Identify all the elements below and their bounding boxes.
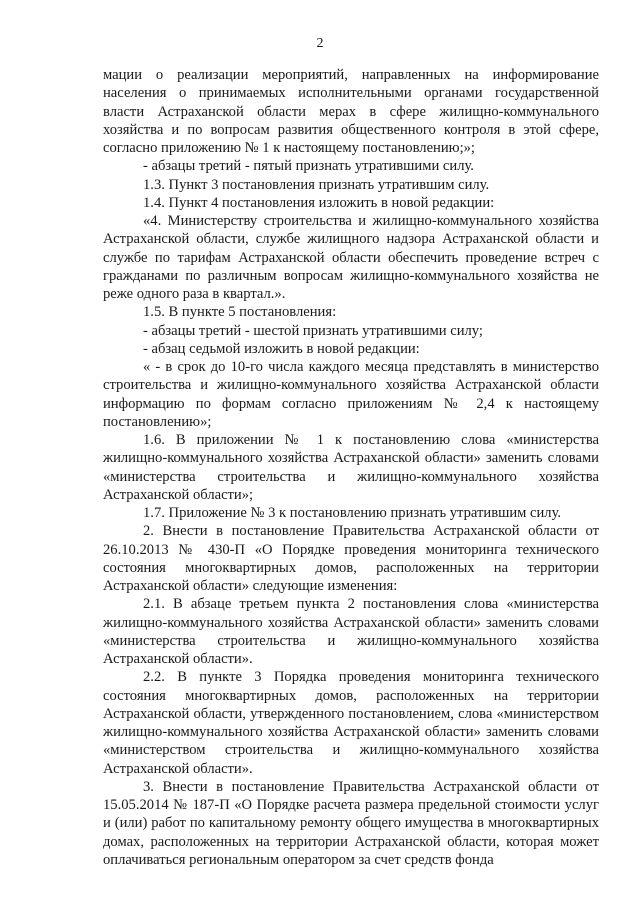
document-body bbox=[103, 66, 599, 869]
paragraph-1-4-quote: «4. Министерству строительства и жилищно-коммунального хозяйства Астраханской области, службе жилищного надзора Астраханской области и службе по тарифам Астраханской области обеспечить проведение встреч с гражданами по различным вопросам жилищно-коммунального хозяйства не реже одного раза в квартал.». bbox=[103, 213, 599, 302]
paragraph-1-2-clause: - абзацы третий - пятый признать утратившими силу. bbox=[143, 158, 474, 175]
paragraph-1-5: 1.5. В пункте 5 постановления: bbox=[143, 304, 337, 321]
paragraph-2-1: 2.1. В абзаце третьем пункта 2 постановления слова «министерства жилищно-коммунального хозяйства Астраханской области» заменить словами «министерства строительства и жилищно-коммунального хозяйства Астраханской области». bbox=[103, 596, 599, 667]
paragraph-1-7: 1.7. Приложение № 3 к постановлению признать утратившим силу. bbox=[143, 505, 562, 521]
paragraph-2-2: 2.2. В пункте 3 Порядка проведения мониторинга технического состояния многоквартирных домов, расположенных на территории Астраханской области, утвержденного постановлением, слова «министерством жилищно-коммунального хозяйства Астраханской области» заменить словами «министерством строительства и жилищно-коммунального хозяйства Астраханской области». bbox=[103, 669, 599, 777]
paragraph-1-5-clause-b: - абзац седьмой изложить в новой редакции: bbox=[143, 340, 420, 357]
paragraph-1-5-clause-a: - абзацы третий - шестой признать утратившими силу; bbox=[143, 322, 483, 339]
paragraph-1-3: 1.3. Пункт 3 постановления признать утратившим силу. bbox=[143, 176, 490, 193]
paragraph-1-6: 1.6. В приложении № 1 к постановлению слова «министерства жилищно-коммунального хозяйства Астраханской области» заменить словами «министерства строительства и жилищно-коммунального хозяйства Астраханской области»; bbox=[103, 432, 599, 503]
paragraph-1-5-quote: « - в срок до 10-го числа каждого месяца представлять в министерство строительства и жилищно-коммунального хозяйства Астраханской области информацию по формам согласно приложениям № 2,4 к настоящему постановлению»; bbox=[103, 359, 599, 430]
page-number: 2 bbox=[316, 36, 324, 51]
paragraph-continuation: мации о реализации мероприятий, направленных на информирование населения о принимаемых исполнительными органами государственной власти Астраханской области мерах в сфере жилищно-коммунального хозяйства и по вопросам развития общественного контроля в этой сфере, согласно приложению № 1 к настоящему постановлению;»; bbox=[103, 67, 599, 156]
paragraph-2: 2. Внести в постановление Правительства Астраханской области от 26.10.2013 № 430-П «О Порядке проведения мониторинга технического состояния многоквартирных домов, расположенных на территории Астраханской области» следующие изменения: bbox=[103, 523, 599, 594]
paragraph-1-4: 1.4. Пункт 4 постановления изложить в новой редакции: bbox=[143, 194, 495, 211]
paragraph-3: 3. Внести в постановление Правительства Астраханской области от 15.05.2014 № 187-П «О Порядке расчета размера предельной стоимости услуг и (или) работ по капитальному ремонту общего имущества в многоквартирных домах, расположенных на территории Астраханской области, которая может оплачиваться региональным оператором за счет средств фонда bbox=[103, 778, 599, 868]
